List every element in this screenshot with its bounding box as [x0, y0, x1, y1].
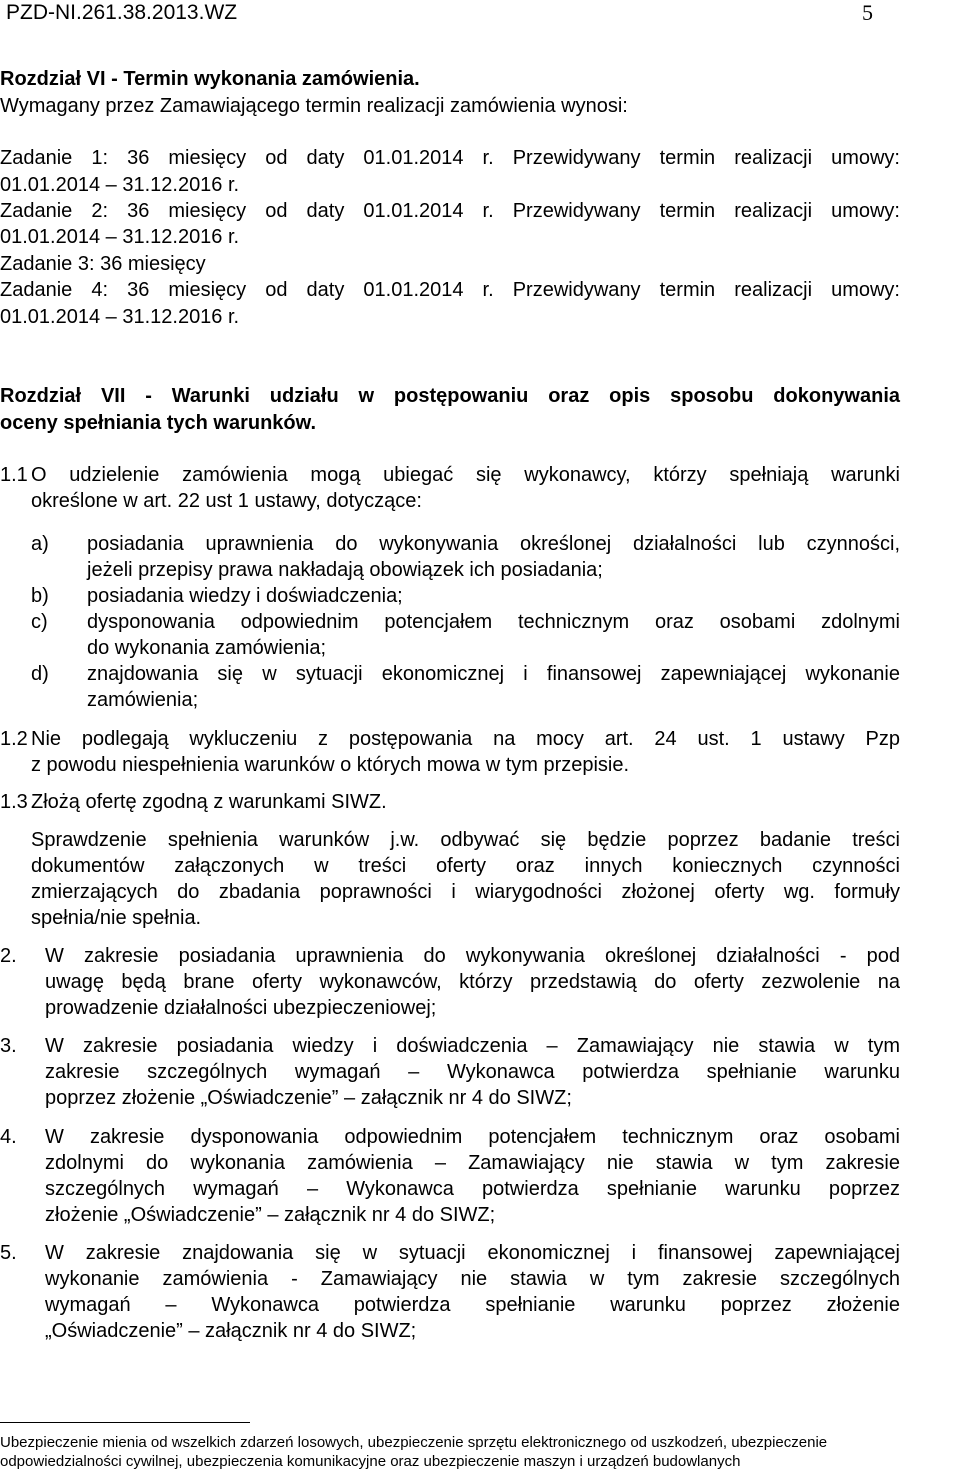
- page-number: 5: [862, 0, 873, 25]
- verification-text: dokumentów załączonych w treści oferty oraz innych koniecznych czynności: [31, 855, 900, 877]
- list-item-text-cont: do wykonania zamówienia;: [87, 637, 327, 659]
- list-item-text-cont: jeżeli przepisy prawa nakładają obowiązek ich posiadania;: [87, 559, 603, 581]
- list-item-letter: c): [31, 611, 48, 633]
- verification-text: zmierzających do zbadania poprawności i wiarygodności złożonej oferty wg. formuły: [31, 881, 900, 903]
- list-item-text: posiadania uprawnienia do wykonywania określonej działalności lub czynności,: [87, 533, 900, 555]
- point-1-3-text: Złożą ofertę zgodną z warunkami SIWZ.: [31, 791, 387, 813]
- section-7-title-cont: oceny spełniania tych warunków.: [0, 412, 317, 434]
- point-text: prowadzenie działalności ubezpieczeniowej;: [45, 997, 437, 1019]
- point-text: „Oświadczenie” – załącznik nr 4 do SIWZ;: [45, 1320, 417, 1342]
- section-7-title: Rozdział VII - Warunki udziału w postępowaniu oraz opis sposobu dokonywania: [0, 385, 900, 407]
- point-1-1-number: 1.1: [0, 464, 28, 486]
- point-1-1-text-cont: określone w art. 22 ust 1 ustawy, dotyczące:: [31, 490, 422, 512]
- task-4-line: Zadanie 4: 36 miesięcy od daty 01.01.2014 r. Przewidywany termin realizacji umowy:: [0, 279, 900, 301]
- task-3-line: Zadanie 3: 36 miesięcy: [0, 253, 206, 275]
- point-text: poprzez złożenie „Oświadczenie” – załącznik nr 4 do SIWZ;: [45, 1087, 572, 1109]
- task-2-dates: 01.01.2014 – 31.12.2016 r.: [0, 226, 240, 248]
- point-1-2-number: 1.2: [0, 728, 28, 750]
- task-4-dates: 01.01.2014 – 31.12.2016 r.: [0, 306, 240, 328]
- verification-text: Sprawdzenie spełnienia warunków j.w. odbywać się będzie poprzez badanie treści: [31, 829, 900, 851]
- point-text: W zakresie posiadania uprawnienia do wykonywania określonej działalności - pod: [45, 945, 900, 967]
- task-1-line: Zadanie 1: 36 miesięcy od daty 01.01.2014 r. Przewidywany termin realizacji umowy:: [0, 147, 900, 169]
- task-1-dates: 01.01.2014 – 31.12.2016 r.: [0, 174, 240, 196]
- list-item-text: znajdowania się w sytuacji ekonomicznej i finansowej zapewniającej wykonanie: [87, 663, 900, 685]
- list-item-letter: d): [31, 663, 49, 685]
- point-number: 4.: [0, 1126, 17, 1148]
- point-text: szczególnych wymagań – Wykonawca potwierdza spełnianie warunku poprzez: [45, 1178, 900, 1200]
- point-text: zakresie szczególnych wymagań – Wykonawca potwierdza spełnianie warunku: [45, 1061, 900, 1083]
- list-item-letter: a): [31, 533, 49, 555]
- point-1-1-text: O udzielenie zamówienia mogą ubiegać się wykonawcy, którzy spełniają warunki: [31, 464, 900, 486]
- point-1-2-text-cont: z powodu niespełnienia warunków o których mowa w tym przepisie.: [31, 754, 630, 776]
- point-number: 3.: [0, 1035, 17, 1057]
- point-text: W zakresie dysponowania odpowiednim potencjałem technicznym oraz osobami: [45, 1126, 900, 1148]
- task-2-line: Zadanie 2: 36 miesięcy od daty 01.01.2014 r. Przewidywany termin realizacji umowy:: [0, 200, 900, 222]
- point-text: W zakresie znajdowania się w sytuacji ekonomicznej i finansowej zapewniającej: [45, 1242, 900, 1264]
- section-6-intro: Wymagany przez Zamawiającego termin realizacji zamówienia wynosi:: [0, 95, 628, 117]
- list-item-text: posiadania wiedzy i doświadczenia;: [87, 585, 403, 607]
- point-text: uwagę będą brane oferty wykonawców, którzy przedstawią do oferty zezwolenie na: [45, 971, 900, 993]
- verification-text: spełnia/nie spełnia.: [31, 907, 202, 929]
- document-id: PZD-NI.261.38.2013.WZ: [6, 1, 238, 24]
- point-text: W zakresie posiadania wiedzy i doświadczenia – Zamawiający nie stawia w tym: [45, 1035, 900, 1057]
- list-item-text: dysponowania odpowiednim potencjałem technicznym oraz osobami zdolnymi: [87, 611, 900, 633]
- point-text: wymagań – Wykonawca potwierdza spełnianie warunku poprzez złożenie: [45, 1294, 900, 1316]
- footer-divider: [0, 1422, 250, 1423]
- point-1-2-text: Nie podlegają wykluczeniu z postępowania na mocy art. 24 ust. 1 ustawy Pzp: [31, 728, 900, 750]
- footer-line: odpowiedzialności cywilnej, ubezpieczenia komunikacyjne oraz ubezpieczenie maszyn i urządzeń budowlanych: [0, 1453, 741, 1470]
- point-number: 5.: [0, 1242, 17, 1264]
- point-text: zdolnymi do wykonania zamówienia – Zamawiający nie stawia w tym zakresie: [45, 1152, 900, 1174]
- point-text: wykonanie zamówienia - Zamawiający nie stawia w tym zakresie szczególnych: [45, 1268, 900, 1290]
- point-text: złożenie „Oświadczenie” – załącznik nr 4 do SIWZ;: [45, 1204, 496, 1226]
- section-6-title: Rozdział VI - Termin wykonania zamówienia.: [0, 68, 420, 90]
- list-item-text-cont: zamówienia;: [87, 689, 199, 711]
- point-1-3-number: 1.3: [0, 791, 28, 813]
- footer-line: Ubezpieczenie mienia od wszelkich zdarzeń losowych, ubezpieczenie sprzętu elektronicznego od uszkodzeń, ubezpieczenie: [0, 1434, 828, 1451]
- point-number: 2.: [0, 945, 17, 967]
- list-item-letter: b): [31, 585, 49, 607]
